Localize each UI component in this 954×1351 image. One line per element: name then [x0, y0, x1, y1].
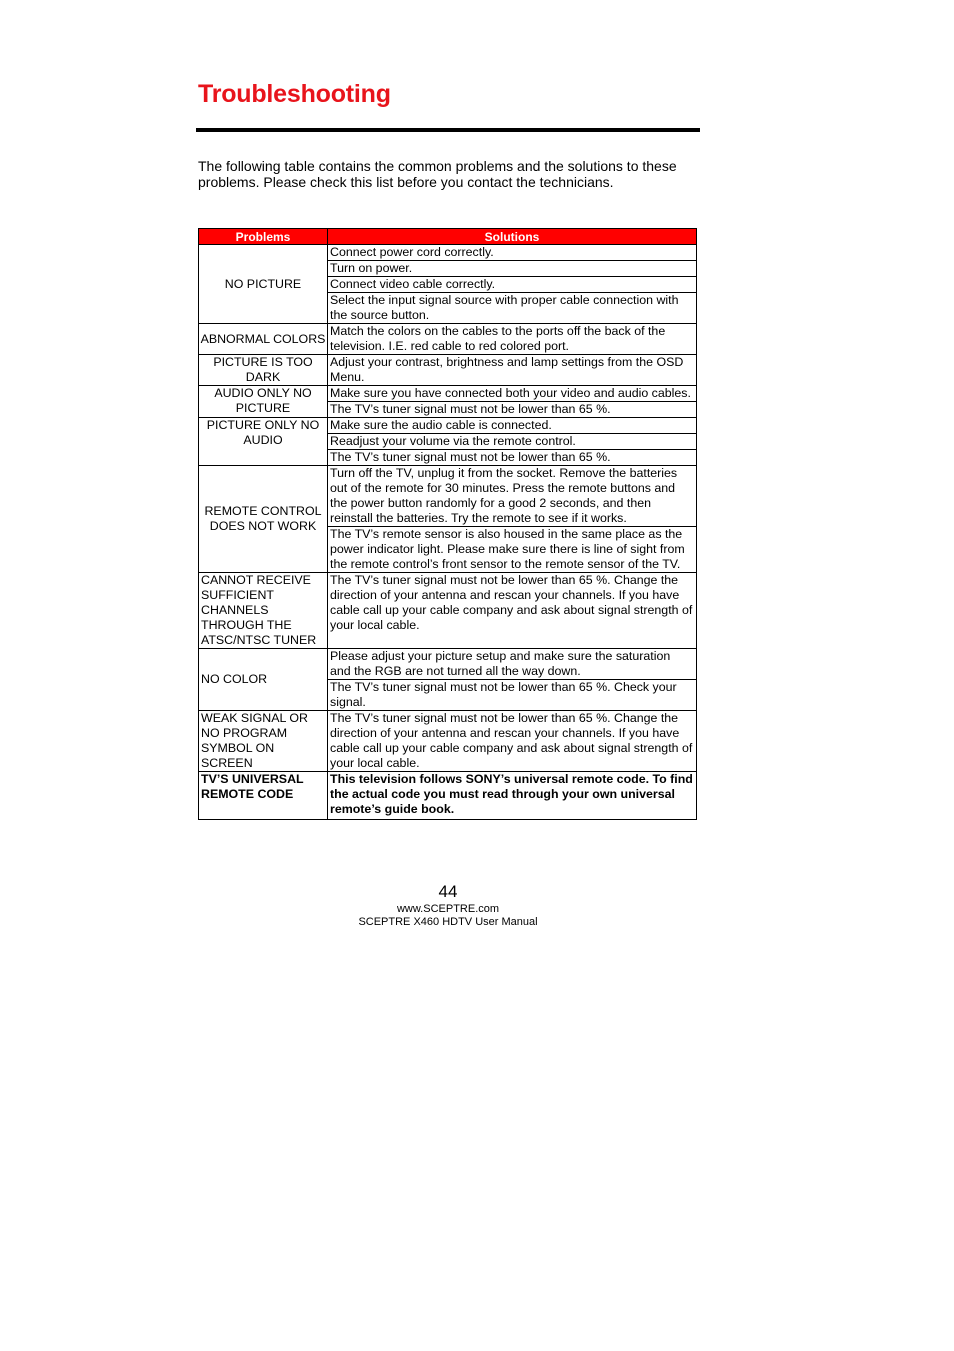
- intro-paragraph: The following table contains the common problems and the solutions to these problems. Please check this list before you contact the technicians.: [198, 158, 677, 190]
- table-row: [199, 772, 697, 820]
- footer-url: www.SCEPTRE.com: [396, 903, 500, 915]
- problem-cell: NO PICTURE: [199, 245, 328, 324]
- problem-cell: CANNOT RECEIVE SUFFICIENT CHANNELS THROUGH THE ATSC/NTSC TUNER: [199, 573, 328, 649]
- solution-cell: Adjust your contrast, brightness and lamp settings from the OSD Menu.: [328, 355, 697, 386]
- problem-cell: WEAK SIGNAL OR NO PROGRAM SYMBOL ON SCREEN: [199, 711, 328, 772]
- problem-cell: PICTURE ONLY NO AUDIO: [199, 418, 328, 466]
- solution-cell: The TV’s tuner signal must not be lower than 65 %. Check your signal.: [328, 680, 697, 711]
- solution-cell: Connect power cord correctly.: [328, 245, 697, 261]
- problem-cell: PICTURE IS TOO DARK: [199, 355, 328, 386]
- solution-cell: Select the input signal source with proper cable connection with the source button.: [328, 293, 697, 324]
- problem-cell: NO COLOR: [199, 649, 328, 711]
- solution-cell: Turn on power.: [328, 261, 697, 277]
- problems-header: Problems: [199, 229, 328, 245]
- solution-cell: The TV’s tuner signal must not be lower than 65 %.: [328, 402, 697, 418]
- problem-cell: ABNORMAL COLORS: [199, 324, 328, 355]
- footer-manual-title: SCEPTRE X460 HDTV User Manual: [358, 916, 538, 928]
- solution-cell: Make sure you have connected both your video and audio cables.: [328, 386, 697, 402]
- page-number: 44: [438, 882, 458, 901]
- problem-cell: TV’S UNIVERSAL REMOTE CODE: [199, 772, 328, 820]
- table-row: [199, 573, 697, 649]
- title-divider: [196, 128, 700, 132]
- solution-cell: The TV’s remote sensor is also housed in the same place as the power indicator light. Please make sure there is line of sight from the remote control’s front sensor to the remote sensor of the TV.: [328, 527, 697, 573]
- table-row: [199, 711, 697, 772]
- problem-cell: REMOTE CONTROL DOES NOT WORK: [199, 466, 328, 573]
- solution-cell: This television follows SONY’s universal remote code. To find the actual code you must read through your own universal remote’s guide book.: [328, 772, 697, 820]
- table-header-row: [199, 229, 697, 245]
- troubleshooting-table: [198, 228, 697, 820]
- table-row: [199, 386, 697, 402]
- page-title: Troubleshooting: [198, 80, 391, 108]
- solution-cell: The TV’s tuner signal must not be lower than 65 %. Change the direction of your antenna and rescan your channels. If you have cable call up your cable company and ask about signal strength of your local cable.: [328, 711, 697, 772]
- solution-cell: The TV’s tuner signal must not be lower than 65 %. Change the direction of your antenna and rescan your channels. If you have cable call up your cable company and ask about signal strength of your local cable.: [328, 573, 697, 649]
- table-row: [199, 355, 697, 386]
- table-row: [199, 418, 697, 434]
- table-row: [199, 324, 697, 355]
- solution-cell: The TV’s tuner signal must not be lower than 65 %.: [328, 450, 697, 466]
- solution-cell: Turn off the TV, unplug it from the socket. Remove the batteries out of the remote for 30 minutes. Press the remote buttons and the power button randomly for a good 2 seconds, and then reinstall the batteries. Try the remote to see if it works.: [328, 466, 697, 527]
- solution-cell: Make sure the audio cable is connected.: [328, 418, 697, 434]
- table-row: [199, 245, 697, 261]
- table-row: [199, 649, 697, 680]
- table-row: [199, 466, 697, 527]
- solution-cell: Please adjust your picture setup and make sure the saturation and the RGB are not turned all the way down.: [328, 649, 697, 680]
- problem-cell: AUDIO ONLY NO PICTURE: [199, 386, 328, 418]
- solution-cell: Connect video cable correctly.: [328, 277, 697, 293]
- solutions-header: Solutions: [328, 229, 697, 245]
- solution-cell: Readjust your volume via the remote control.: [328, 434, 697, 450]
- solution-cell: Match the colors on the cables to the ports off the back of the television. I.E. red cable to red colored port.: [328, 324, 697, 355]
